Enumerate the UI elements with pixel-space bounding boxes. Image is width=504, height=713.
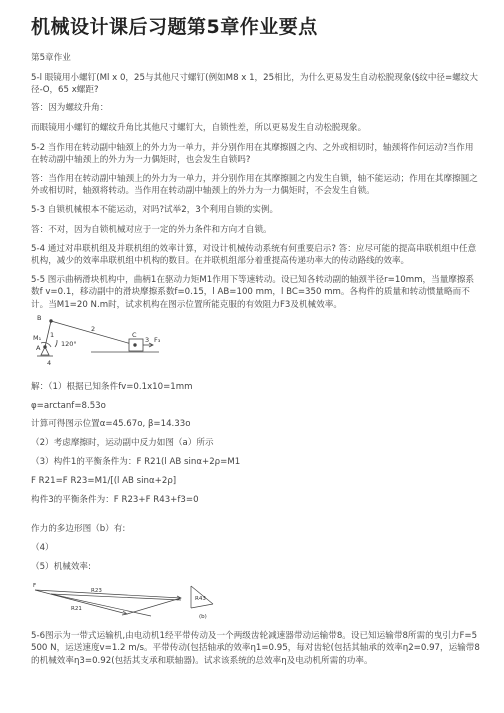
answer-5-1: 答：因为螺纹升角： [31,103,109,113]
solution-step-1: 解：（1）根据已知条件fv=0.1x10=1mm [31,382,193,392]
solution-step-2: （2）考虑摩擦时，运动副中反力如图（a）所示 [31,438,214,448]
label-b: B [37,314,42,322]
question-5-1: 5-l 眼镜用小螺钉(Ml x 0，25与其他尺寸螺钉(例如M8 x 1，25相比，为什么更易发生自动松脱现象(§纹中径=螺纹大径-O，65 x螺距? [31,73,478,96]
label-frame-4: 4 [47,359,52,367]
question-5-6: 5-6图示为一带式运输机,由电动机1经平带传动及一个两级齿轮减速器带动运输带8。设已知运输带8所需的曳引力F=5 500 N，运送速度v=1.2 m/s。平带传动(包括轴承的效率η1=0.95，每对齿轮(包括其轴承的效率η2=0.97，运输带8的机械效率η3=0.92(包括其支承和联轴器)。试求该系统的总效率η及电动机所需的功率。 [31,631,480,666]
slider-crank-figure [31,313,166,371]
solution-fr21: F R21=F R23=M1/[(l AB sinα+2ρ] [31,476,177,486]
label-link-2: 2 [91,325,96,333]
answer-5-2: 答：当作用在转动副中轴颈上的外力为一单力，并分别作用在其摩擦圆之内发生自锁，轴不能运动；作用在其摩擦圆之外或相切时，轴颈将转动。当作用在转动副中轴颈上的外力为一力偶矩时，不会发生自锁。 [31,174,478,197]
label-force-f: F [33,583,37,589]
label-r43: R43 [195,596,206,602]
label-link-3: 3 [145,336,150,344]
force-diagram-figure [31,580,221,624]
solution-member-3: 构件3的平衡条件为：F R23+F R43+f3=0 [31,495,199,505]
page-title: 机械设计课后习题第5章作业要点 [31,16,318,38]
solution-phi: φ=arctanf=8.53o [31,401,106,411]
solution-step-4: （4） [31,543,54,553]
question-5-5: 5-5 图示曲柄滑块机构中，曲柄1在驱动力矩M1作用下等速转动。设已知各转动副的轴颈半径r=10mm，当量摩擦系数f v=0.1，移动副中的滑块摩擦系数f=0.15，l AB=100 mm，l BC=350 mm。各构件的质量和转动惯量略而不计。当M1=20 N.m时，试求机构在图示位置所能克服的有效阻力F3及机械效率。 [31,275,475,310]
label-r21: R21 [71,606,82,612]
label-f3: F₃ [154,336,161,344]
section-heading: 第5章作业 [31,53,71,63]
label-m1: M₁ [33,334,42,342]
solution-angles: 计算可得图示位置α=45.67o, β=14.33o [31,419,191,429]
label-a: A [36,344,41,352]
label-c: C [132,331,137,339]
label-r23: R23 [91,588,102,594]
answer-5-1-cont: 而眼镜用小螺钉的螺纹升角比其他尺寸螺钉大，自锁性差，所以更易发生自动松脱现象。 [31,123,367,133]
question-5-2: 5-2 当作用在转动副中轴颈上的外力为一单力，并分别作用在其摩擦圆之内、之外或相切时，轴颈将作何运动?当作用在转动副中轴颈上的外力为一力偶矩时，也会发生自锁吗? [31,143,474,166]
label-subfig-b: (b) [199,614,207,620]
label-angle: 120° [61,340,77,348]
solution-step-3: （3）构件1的平衡条件为：F R21(l AB sinα+2ρ=M1 [31,457,241,467]
question-5-3: 5-3 自锁机械根本不能运动，对吗?试举2，3个利用自锁的实例。 [31,205,279,215]
solution-polygon: 作力的多边形图（b）有: [31,524,126,534]
label-link-1: 1 [50,331,55,339]
question-5-4: 5-4 通过对串联机组及并联机组的效率计算，对设计机械传动系统有何重要启示? 答：应尽可能的提高串联机组中任意机构，减少的效率串联机组中机构的数目。在并联机组部分着重提高传递功率大的传动路线的效率。 [31,244,477,267]
answer-5-3: 答：不对，因为自锁机械对应于一定的外力条件和方向才自锁。 [31,225,272,235]
solution-step-5: （5）机械效率: [31,562,91,572]
